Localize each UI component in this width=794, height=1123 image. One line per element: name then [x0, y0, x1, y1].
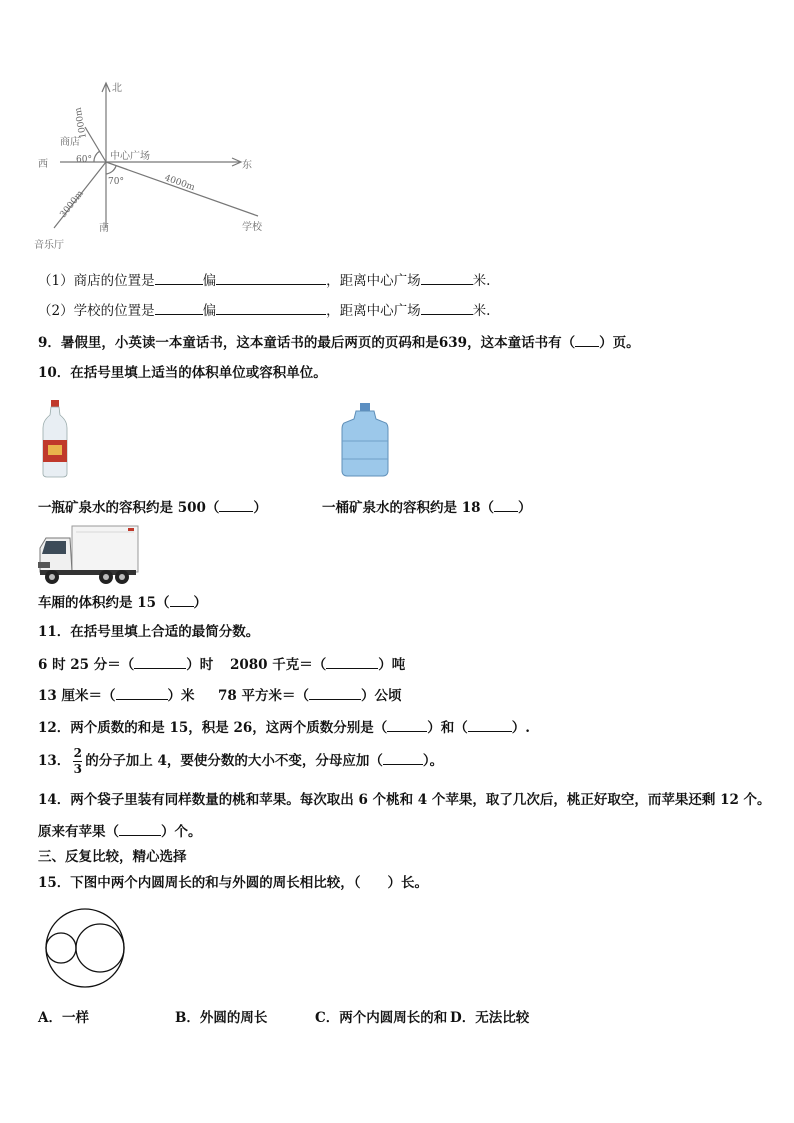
option-b[interactable]: B．外圆的周长 [175, 1010, 268, 1026]
map-angle-school: 70° [108, 177, 124, 187]
answer-blank[interactable] [383, 751, 423, 765]
map-label-south: 南 [99, 223, 109, 234]
option-a[interactable]: A．一样 [38, 1010, 89, 1026]
answer-blank[interactable] [326, 655, 378, 669]
answer-blank[interactable] [387, 718, 427, 732]
question-14-line-1: 14．两个袋子里装有同样数量的桃和苹果。每次取出 6 个桃和 4 个苹果，取了几次后，桃正好取空，而苹果还剩 12 个。 [38, 792, 771, 808]
map-label-west: 西 [38, 159, 48, 170]
answer-blank[interactable] [421, 271, 473, 285]
map-question-2: （2）学校的位置是 偏 ，距离中心广场 米. [38, 303, 491, 319]
question-11-d: 78 平方米＝（ ）公顷 [218, 688, 402, 704]
option-c[interactable]: C．两个内圆周长的和 [315, 1010, 448, 1026]
question-11-c: 13 厘米＝（ ）米 [38, 688, 195, 704]
map-dist-concert: 3000m [58, 188, 86, 220]
answer-blank[interactable] [468, 718, 512, 732]
question-15: 15．下图中两个内圆周长的和与外圆的周长相比较，（ ）长。 [38, 875, 429, 891]
answer-blank[interactable] [219, 498, 253, 512]
question-12: 12．两个质数的和是 15，积是 26，这两个质数分别是（ ）和（ ）. [38, 720, 530, 736]
answer-blank[interactable] [575, 333, 599, 347]
section-3-title: 三、反复比较，精心选择 [38, 849, 187, 865]
map-dist-school: 4000m [163, 173, 197, 194]
answer-blank[interactable] [421, 301, 473, 315]
map-label-shop: 商店 [60, 137, 80, 148]
question-9: 9．暑假里，小英读一本童话书，这本童话书的最后两页的页码和是639，这本童话书有（ ）页。 [38, 335, 640, 351]
map-dist-shop: 1000m [73, 106, 89, 140]
answer-blank[interactable] [155, 271, 203, 285]
truck-image [36, 522, 140, 586]
question-10-title: 10．在括号里填上适当的体积单位或容积单位。 [38, 365, 327, 381]
question-11-a: 6 时 25 分＝（ ）时 [38, 657, 214, 673]
fraction: $\frac{2}{3}$ [73, 746, 82, 776]
answer-blank[interactable] [116, 686, 168, 700]
question-11-title: 11．在括号里填上合适的最简分数。 [38, 624, 260, 640]
map-label-east: 东 [242, 160, 252, 171]
answer-blank[interactable] [494, 498, 518, 512]
circles-diagram [40, 907, 130, 989]
water-bucket-image [340, 403, 390, 477]
map-angle-shop: 60° [76, 155, 92, 165]
question-10-bottle: 一瓶矿泉水的容积约是 500（ ） [38, 500, 267, 516]
question-13: 13． $\frac{2}{3}$ 的分子加上 4，要使分数的大小不变，分母应加（ ）。 [38, 746, 444, 776]
map-label-concert-hall: 音乐厅 [34, 240, 64, 251]
direction-map-diagram [30, 78, 280, 253]
question-11-b: 2080 千克＝（ ）吨 [230, 657, 406, 673]
question-14-line-2: 原来有苹果（ ）个。 [38, 824, 202, 840]
map-question-1: （1）商店的位置是 偏 ，距离中心广场 米. [38, 273, 491, 289]
answer-blank[interactable] [155, 301, 203, 315]
answer-blank[interactable] [170, 593, 194, 607]
question-10-bucket: 一桶矿泉水的容积约是 18（ ） [322, 500, 532, 516]
answer-blank[interactable] [134, 655, 186, 669]
question-10-truck: 车厢的体积约是 15（ ） [38, 595, 207, 611]
answer-blank[interactable] [119, 822, 161, 836]
water-bottle-image [40, 400, 70, 478]
answer-blank[interactable] [216, 301, 326, 315]
map-label-center: 中心广场 [110, 151, 150, 162]
map-label-school: 学校 [242, 222, 262, 233]
answer-blank[interactable] [216, 271, 326, 285]
answer-blank[interactable] [309, 686, 361, 700]
map-label-north: 北 [112, 83, 122, 94]
option-d[interactable]: D．无法比较 [450, 1010, 530, 1026]
